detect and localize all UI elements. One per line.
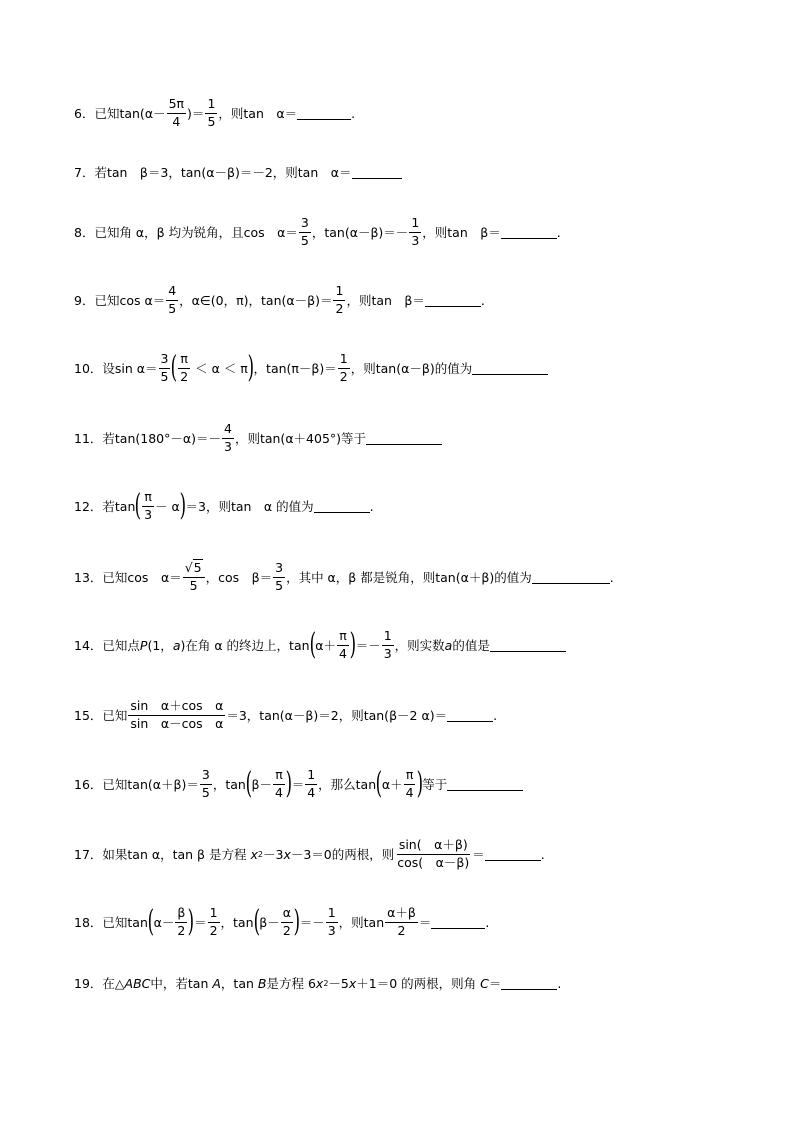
text: . — [480, 292, 485, 308]
question-number: 6． — [74, 106, 95, 121]
question-number: 17． — [74, 847, 103, 862]
text: ，tan(π－β)＝ — [253, 361, 337, 376]
fraction — [305, 768, 317, 800]
answer-blank[interactable] — [431, 916, 485, 929]
question-number: 11． — [74, 431, 103, 446]
question-number: 12． — [74, 499, 103, 514]
denominator: 2 — [397, 922, 406, 938]
text: . — [556, 224, 561, 240]
fraction — [159, 352, 171, 384]
left-paren: ( — [309, 627, 316, 662]
radicand: 5 — [193, 560, 202, 576]
fraction — [299, 216, 311, 248]
text: 中，若tan — [150, 976, 213, 991]
text: ，tan(α－β)＝－ — [311, 225, 409, 240]
left-paren: ( — [147, 904, 154, 939]
answer-blank[interactable] — [352, 166, 402, 179]
text: 已知 — [102, 708, 128, 723]
text: ＝ — [488, 976, 502, 991]
denominator: 4 — [339, 645, 347, 661]
variable: a — [444, 637, 453, 653]
fraction — [281, 906, 293, 938]
question-16 — [74, 767, 523, 801]
text: . — [540, 846, 545, 862]
numerator: 1 — [338, 352, 350, 368]
exponent: 2 — [323, 978, 329, 988]
question-number: 14． — [74, 638, 103, 653]
fraction — [142, 490, 154, 522]
question-number: 15． — [74, 708, 103, 723]
text: ，其中 α，β 都是锐角，则tan(α＋β)的值为 — [286, 570, 532, 585]
text: ＝ — [418, 915, 432, 930]
fraction — [128, 699, 225, 731]
left-paren: ( — [171, 350, 178, 385]
numerator: π — [273, 768, 285, 784]
text: ，则tan β＝ — [422, 225, 501, 240]
answer-blank[interactable] — [425, 294, 481, 307]
numerator: 3 — [299, 216, 311, 232]
text: ，tan — [220, 976, 258, 991]
numerator: 1 — [205, 97, 217, 113]
text: ＝ — [472, 847, 485, 862]
denominator: 3 — [411, 232, 420, 248]
question-number: 16． — [74, 777, 103, 792]
denominator: 5 — [300, 232, 309, 248]
text: 若tan — [102, 499, 136, 514]
numerator: 1 — [326, 906, 338, 922]
denominator: 5 — [189, 577, 198, 593]
question-number: 18． — [74, 915, 103, 930]
question-number: 19． — [74, 976, 103, 991]
fraction — [395, 838, 471, 870]
answer-blank[interactable] — [297, 107, 351, 120]
angle-c: C — [480, 975, 489, 991]
text: 若tan(180°－α)＝－ — [102, 431, 221, 446]
text: . — [351, 105, 356, 121]
text: 在△ — [102, 976, 125, 991]
angle-a: A — [212, 975, 221, 991]
question-7 — [74, 155, 402, 189]
text: α＋ — [315, 638, 337, 653]
question-17 — [74, 837, 545, 871]
right-paren: ) — [349, 627, 357, 662]
text: . — [557, 975, 562, 991]
text: 已知角 α，β 均为锐角，且cos α＝ — [94, 225, 298, 240]
exponent: 2 — [257, 849, 263, 859]
answer-blank[interactable] — [314, 500, 370, 513]
text: －3＝0的两根，则 — [290, 847, 395, 862]
numerator: 1 — [409, 216, 421, 232]
question-9 — [74, 283, 485, 317]
text: ，则tan(α＋405°)等于 — [234, 431, 367, 446]
text: . — [609, 569, 614, 585]
sqrt: √5 — [184, 560, 202, 576]
numerator: 1 — [305, 768, 317, 784]
denominator: 4 — [172, 113, 181, 129]
text: . — [493, 707, 498, 723]
denominator: 2 — [177, 922, 186, 938]
fraction — [205, 97, 217, 129]
answer-blank[interactable] — [532, 571, 610, 584]
text: －5 — [328, 976, 349, 991]
right-paren: ) — [187, 904, 195, 939]
text: 已知tan(α－ — [94, 106, 166, 121]
variable: x — [283, 846, 291, 862]
numerator: 1 — [333, 284, 345, 300]
text: ＝3，则tan α 的值为 — [185, 499, 314, 514]
text: ，则实数 — [394, 638, 445, 653]
numerator: π — [178, 352, 190, 368]
answer-blank[interactable] — [366, 432, 442, 445]
variable: x — [250, 846, 258, 862]
numerator — [183, 561, 205, 577]
denominator: 2 — [180, 368, 189, 384]
text: 已知tan — [102, 915, 148, 930]
text: － α — [155, 499, 180, 514]
denominator: 4 — [405, 784, 414, 800]
left-paren: ( — [135, 488, 142, 523]
question-number: 9． — [74, 293, 95, 308]
text: α－ — [153, 915, 175, 930]
right-paren: ) — [416, 766, 423, 801]
fraction — [200, 768, 212, 800]
denominator: 3 — [383, 645, 392, 661]
fraction — [326, 906, 338, 938]
fraction — [385, 906, 418, 938]
denominator: 2 — [282, 922, 291, 938]
denominator: 5 — [275, 577, 284, 593]
question-number: 13． — [74, 570, 103, 585]
denominator: 2 — [335, 300, 344, 316]
left-paren: ( — [245, 766, 252, 801]
text: ，则tan — [338, 915, 385, 930]
numerator: 3 — [159, 352, 171, 368]
text: ＝－ — [355, 638, 381, 653]
numerator: 1 — [208, 906, 220, 922]
numerator: 3 — [273, 561, 285, 577]
fraction — [333, 284, 345, 316]
denominator: 2 — [209, 922, 218, 938]
text: ，tan — [212, 777, 246, 792]
numerator: π — [404, 768, 416, 784]
denominator: 4 — [275, 784, 283, 800]
question-12 — [74, 489, 374, 523]
right-paren: ) — [247, 350, 254, 385]
text: . — [485, 914, 490, 930]
denominator: 5 — [168, 300, 177, 316]
question-13 — [74, 560, 614, 594]
question-14 — [74, 628, 566, 662]
text: ，则tan β＝ — [346, 293, 425, 308]
right-paren: ) — [179, 488, 186, 523]
text: ，则tan α＝ — [218, 106, 298, 121]
denominator: 5 — [160, 368, 169, 384]
numerator: β — [175, 906, 187, 922]
fraction — [166, 284, 178, 316]
triangle-name: ABC — [124, 975, 151, 991]
denominator: 2 — [339, 368, 348, 384]
numerator: π — [142, 490, 154, 506]
answer-blank[interactable] — [447, 709, 493, 722]
right-paren: ) — [285, 766, 293, 801]
question-6 — [74, 96, 355, 130]
text: 已知tan(α＋β)＝ — [102, 777, 199, 792]
question-number: 7． — [74, 165, 95, 180]
text: )＝ — [187, 106, 205, 121]
text: ，cos β＝ — [205, 570, 273, 585]
text: 设sin α＝ — [102, 361, 158, 376]
fraction — [338, 352, 350, 384]
fraction — [222, 422, 234, 454]
text: 等于 — [422, 777, 448, 792]
denominator: cos( α－β) — [397, 854, 470, 870]
fraction — [273, 768, 285, 800]
text: ，tan — [220, 915, 254, 930]
answer-blank[interactable] — [501, 977, 557, 990]
question-11 — [74, 421, 442, 455]
denominator: sin α－cos α — [130, 715, 224, 731]
variable: x — [315, 975, 324, 991]
text: ＝ — [291, 777, 305, 792]
question-number: 10． — [74, 361, 103, 376]
denominator: 4 — [307, 784, 316, 800]
text: (1， — [147, 638, 173, 653]
text: )在角 α 的终边上，tan — [180, 638, 310, 653]
question-15 — [74, 698, 497, 732]
variable: x — [348, 975, 357, 991]
fraction — [208, 906, 220, 938]
right-paren: ) — [293, 904, 301, 939]
question-number: 8． — [74, 225, 95, 240]
text: ＝ — [194, 915, 207, 930]
text: β－ — [259, 915, 280, 930]
left-paren: ( — [253, 904, 260, 939]
numerator: sin( α＋β) — [397, 838, 470, 854]
numerator: sin α＋cos α — [128, 699, 225, 715]
question-19 — [74, 966, 561, 1000]
text: 的值是 — [452, 638, 490, 653]
text: －3 — [262, 847, 284, 862]
fraction — [382, 629, 394, 661]
text: ，那么tan — [318, 777, 377, 792]
denominator: 3 — [144, 506, 153, 522]
text: 是方程 6 — [266, 976, 316, 991]
fraction — [337, 629, 349, 661]
text: 已知cos α＝ — [94, 293, 166, 308]
answer-blank[interactable] — [472, 362, 548, 375]
point-name: P — [139, 637, 148, 653]
denominator: 3 — [224, 438, 232, 454]
denominator: 5 — [207, 113, 216, 129]
question-8 — [74, 215, 561, 249]
denominator: 5 — [201, 784, 210, 800]
denominator: 3 — [327, 922, 336, 938]
fraction — [273, 561, 285, 593]
numerator: α＋β — [385, 906, 418, 922]
text: ＝－ — [299, 915, 325, 930]
text: α＋ — [381, 777, 403, 792]
text: ＝3，tan(α－β)＝2，则tan(β－2 α)＝ — [226, 708, 448, 723]
text: . — [369, 498, 374, 514]
fraction — [183, 561, 205, 593]
text: ＋1＝0 的两根，则角 — [356, 976, 481, 991]
numerator: α — [281, 906, 293, 922]
fraction — [409, 216, 421, 248]
answer-blank[interactable] — [490, 639, 566, 652]
answer-blank[interactable] — [501, 226, 557, 239]
question-18 — [74, 905, 489, 939]
text: 如果tan α，tan β 是方程 — [102, 847, 251, 862]
text: 若tan β＝3，tan(α－β)＝－2，则tan α＝ — [94, 165, 352, 180]
text: ，则tan(α－β)的值为 — [350, 361, 473, 376]
angle-b: B — [257, 975, 267, 991]
fraction — [178, 352, 190, 384]
text: ，α∈(0，π)，tan(α－β)＝ — [179, 293, 333, 308]
fraction — [404, 768, 416, 800]
variable: a — [172, 637, 181, 653]
answer-blank[interactable] — [447, 778, 523, 791]
text: 已知点 — [102, 638, 140, 653]
numerator: 1 — [382, 629, 394, 645]
question-10 — [74, 351, 548, 385]
numerator: 4 — [222, 422, 234, 438]
fraction — [175, 906, 187, 938]
text: 已知cos α＝ — [102, 570, 182, 585]
answer-blank[interactable] — [485, 848, 541, 861]
text: ＜ α ＜ π — [191, 361, 248, 376]
text: β－ — [251, 777, 273, 792]
left-paren: ( — [375, 766, 383, 801]
fraction — [167, 97, 186, 129]
numerator: 5π — [167, 97, 186, 113]
numerator: 4 — [166, 284, 178, 300]
numerator: 3 — [200, 768, 212, 784]
numerator: π — [337, 629, 349, 645]
